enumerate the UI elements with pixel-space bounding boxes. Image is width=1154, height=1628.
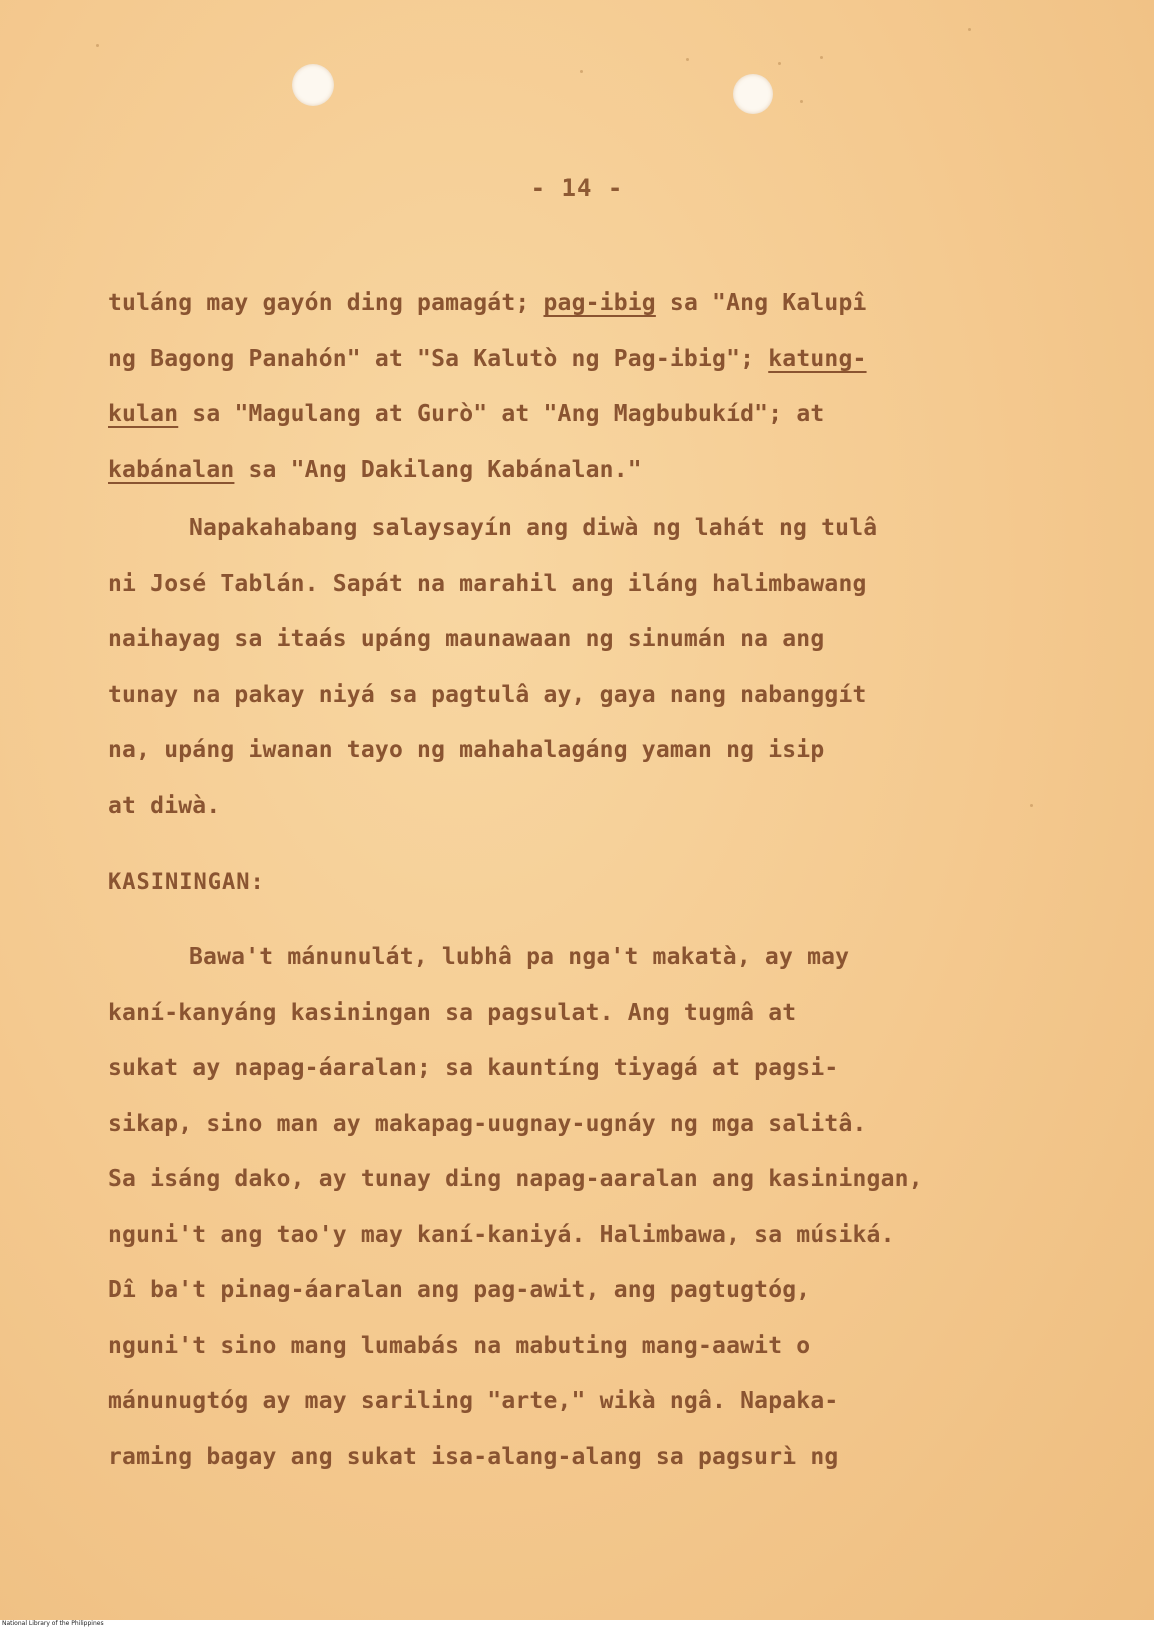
paper-speck — [800, 100, 803, 103]
text-line: mánunugtóg ay may sariling "arte," wikà ngâ. Napaka- — [108, 1388, 839, 1414]
text-run: sa "Magulang at Gurò" at "Ang Magbubukíd"; at — [178, 401, 825, 427]
text-line: Dî ba't pinag-áaralan ang pag-awit, ang pagtugtóg, — [108, 1277, 811, 1303]
library-credit: National Library of the Philippines — [2, 1620, 104, 1627]
underlined-term: katung- — [768, 345, 867, 372]
text-line — [108, 443, 1068, 499]
paper-speck — [96, 44, 99, 47]
text-run: ng Bagong Panahón" at "Sa Kalutò ng Pag-ibig"; — [108, 345, 769, 372]
text-run: sa "Ang Dakilang Kabánalan." — [234, 456, 642, 483]
text-run: sa "Ang Kalupî — [655, 290, 867, 316]
text-line: naihayag sa itaás upáng maunawaan ng sinumán na ang — [108, 626, 825, 652]
text-line: Napakahabang salaysayín ang diwà ng lahát ng tulâ — [189, 515, 878, 541]
punch-hole-left — [292, 64, 334, 106]
text-run: tuláng may gayón ding pamagát; — [108, 290, 544, 316]
underlined-term: kulan — [108, 401, 179, 427]
text-line — [108, 332, 1068, 388]
paragraph-3 — [108, 930, 1068, 1485]
paper-speck — [686, 58, 689, 61]
text-line: raming bagay ang sukat isa-alang-alang sa pagsurì ng — [108, 1443, 839, 1470]
text-line — [108, 276, 1068, 332]
text-line: at diwà. — [108, 792, 221, 819]
text-line: nguni't ang tao'y may kaní-kaniyá. Halimbawa, sa músiká. — [108, 1221, 895, 1248]
paper-speck — [820, 56, 823, 59]
page-number: - 14 - — [530, 174, 624, 202]
text-line: kaní-kanyáng kasiningan sa pagsulat. Ang tugmâ at — [108, 999, 797, 1026]
paper-speck — [580, 70, 583, 73]
text-line: Sa isáng dako, ay tunay ding napag-aaralan ang kasiningan, — [108, 1166, 923, 1192]
punch-hole-right — [733, 74, 773, 114]
text-line — [108, 387, 1068, 443]
paragraph-2 — [108, 501, 1068, 834]
text-line: ni José Tablán. Sapát na marahil ang iláng halimbawang — [108, 570, 867, 597]
text-line: sukat ay napag-áaralan; sa kauntíng tiyagá at pagsi- — [108, 1055, 839, 1081]
text-line: tunay na pakay niyá sa pagtulâ ay, gaya nang nabanggít — [108, 681, 867, 708]
text-line: Bawa't mánunulát, lubhâ pa nga't makatà, ay may — [189, 944, 850, 970]
underlined-term: kabánalan — [108, 456, 235, 483]
text-line: sikap, sino man ay makapag-uugnay-ugnáy ng mga salitâ. — [108, 1110, 867, 1137]
underlined-term: pag-ibig — [543, 290, 656, 316]
paper-speck — [968, 28, 971, 31]
text-line: nguni't sino mang lumabás na mabuting mang-aawit o — [108, 1332, 811, 1359]
text-line: na, upáng iwanan tayo ng mahahalagáng yaman ng isip — [108, 737, 825, 763]
paper-speck — [778, 62, 781, 65]
paragraph-1 — [108, 276, 1068, 498]
section-heading: KASININGAN: — [108, 870, 265, 895]
